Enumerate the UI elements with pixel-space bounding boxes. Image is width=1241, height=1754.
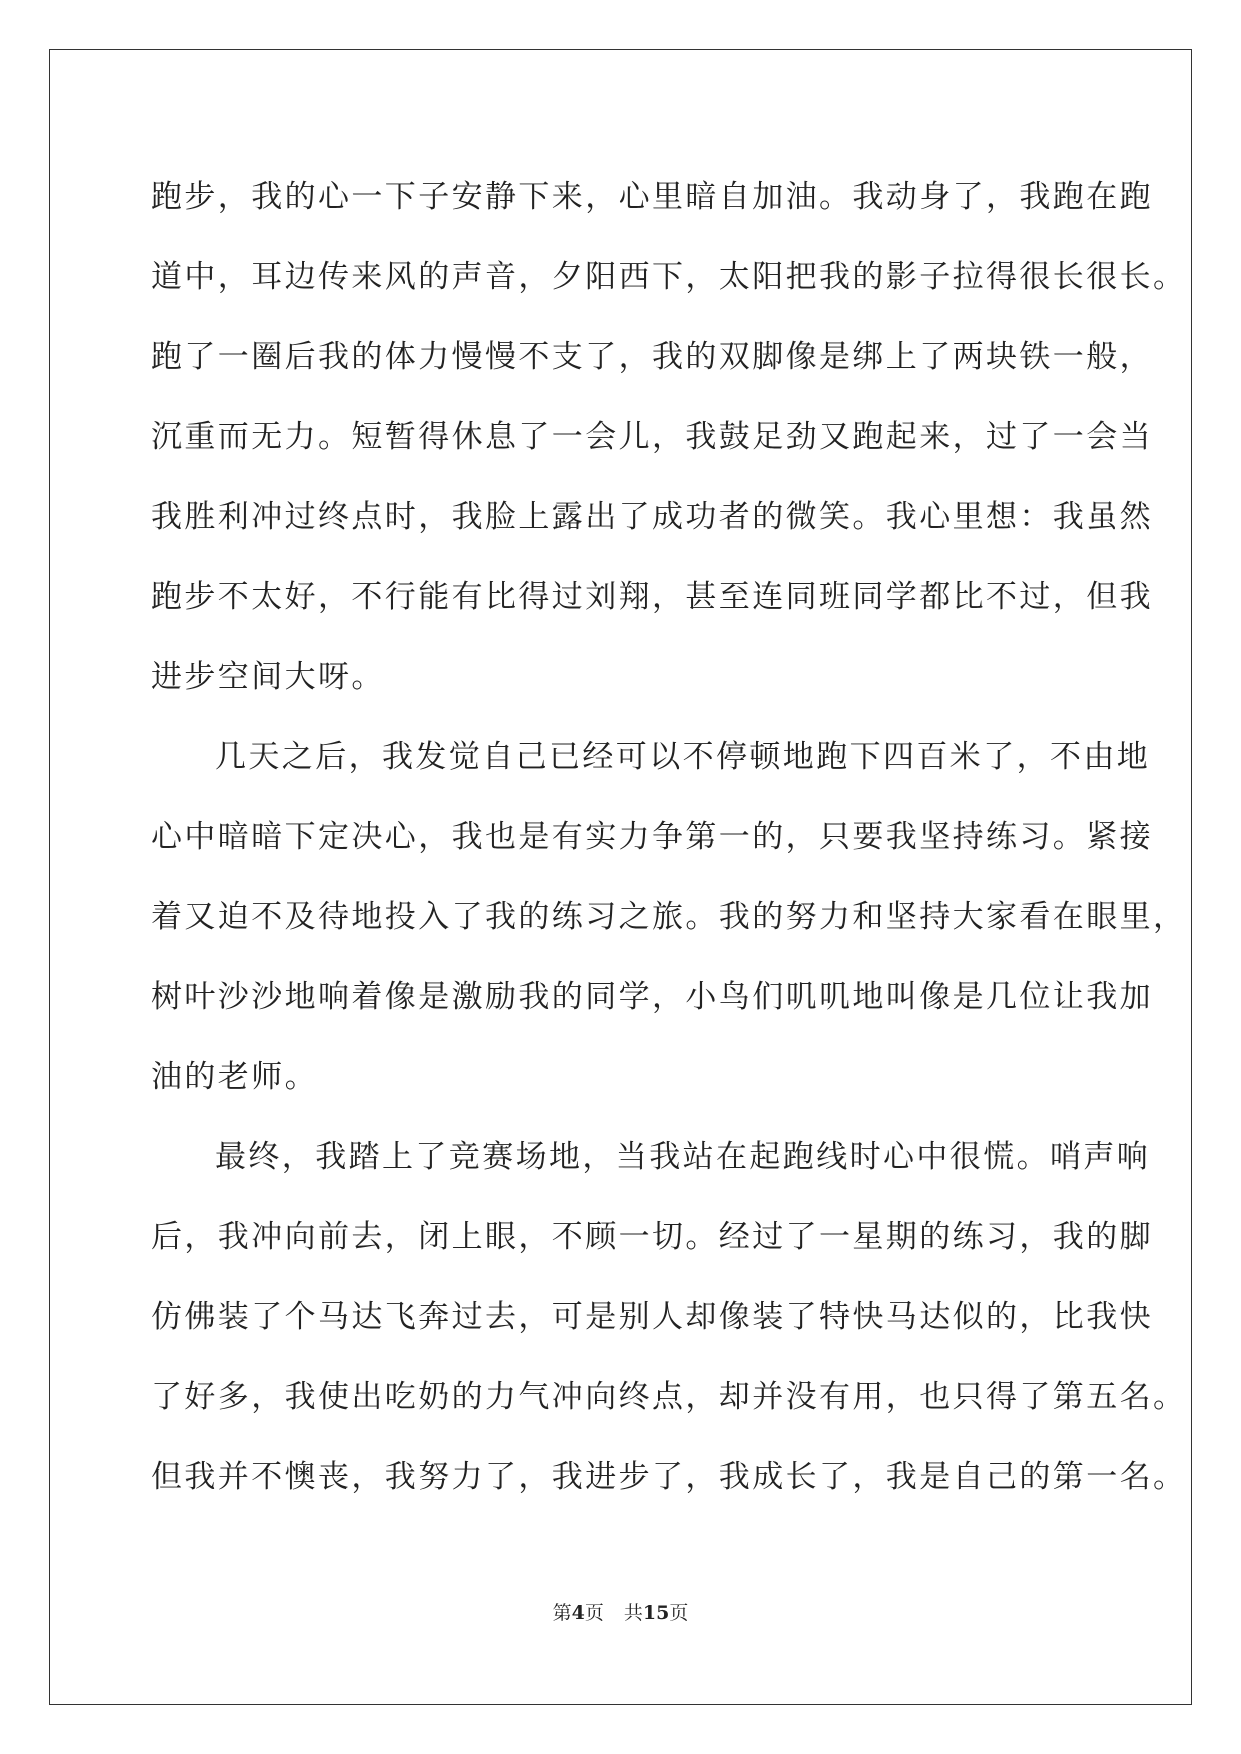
text-line: 着又迫不及待地投入了我的练习之旅。我的努力和坚持大家看在眼里， (151, 899, 1187, 935)
text-line: 树叶沙沙地响着像是激励我的同学，小鸟们叽叽地叫像是几位让我加 (151, 979, 1153, 1015)
text-line: 几天之后，我发觉自己已经可以不停顿地跑下四百米了，不由地 (215, 739, 1151, 775)
text-line: 道中，耳边传来风的声音，夕阳西下，太阳把我的影子拉得很长很长。 (151, 259, 1187, 295)
total-suffix: 页 (669, 1602, 689, 1624)
text-line: 进步空间大呀。 (151, 659, 385, 695)
page-footer (0, 1601, 1241, 1625)
document-body (151, 157, 1187, 1517)
text-line: 但我并不懊丧，我努力了，我进步了，我成长了，我是自己的第一名。 (151, 1459, 1187, 1495)
total-prefix: 共 (623, 1602, 643, 1624)
text-line: 心中暗暗下定决心，我也是有实力争第一的，只要我坚持练习。紧接 (151, 819, 1153, 855)
page-number: 4 (571, 1602, 585, 1624)
total-pages: 15 (642, 1602, 670, 1624)
text-line: 我胜利冲过终点时，我脸上露出了成功者的微笑。我心里想：我虽然 (151, 499, 1153, 535)
page-prefix: 第 (552, 1602, 572, 1624)
text-line: 最终，我踏上了竞赛场地，当我站在起跑线时心中很慌。哨声响 (215, 1139, 1151, 1175)
text-line: 了好多，我使出吃奶的力气冲向终点，却并没有用，也只得了第五名。 (151, 1379, 1187, 1415)
text-line: 跑步，我的心一下子安静下来，心里暗自加油。我动身了，我跑在跑 (151, 179, 1153, 215)
paragraph-3 (151, 1117, 1187, 1517)
text-line: 后，我冲向前去，闭上眼，不顾一切。经过了一星期的练习，我的脚 (151, 1219, 1153, 1255)
text-line: 跑了一圈后我的体力慢慢不支了，我的双脚像是绑上了两块铁一般， (151, 339, 1153, 375)
text-line: 油的老师。 (151, 1059, 318, 1095)
text-line: 仿佛装了个马达飞奔过去，可是别人却像装了特快马达似的，比我快 (151, 1299, 1153, 1335)
text-line: 沉重而无力。短暂得休息了一会儿，我鼓足劲又跑起来，过了一会当 (151, 419, 1153, 455)
paragraph-2 (151, 717, 1187, 1117)
text-line: 跑步不太好，不行能有比得过刘翔，甚至连同班同学都比不过，但我 (151, 579, 1153, 615)
page-suffix: 页 (584, 1602, 604, 1624)
paragraph-1 (151, 157, 1187, 717)
